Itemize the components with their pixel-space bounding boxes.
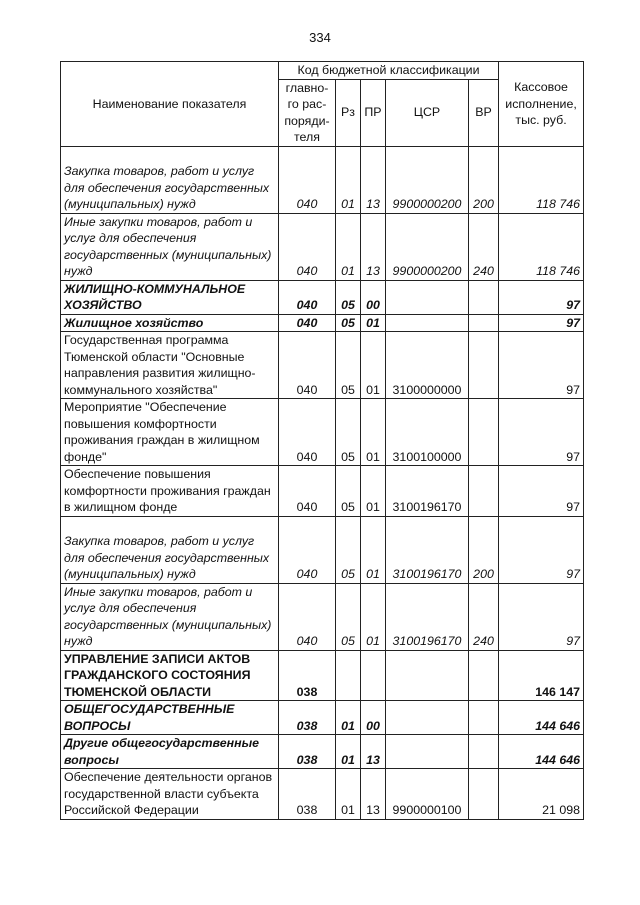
row-pr-cell: 01 <box>361 332 386 399</box>
table-row <box>61 332 584 399</box>
row-pr-cell: 13 <box>361 735 386 769</box>
row-csr-cell <box>386 314 469 332</box>
row-amount-cell: 97 <box>499 516 584 583</box>
row-rz-cell: 01 <box>336 146 361 213</box>
row-chief-administrator-cell: 040 <box>279 332 336 399</box>
row-chief-administrator-cell: 040 <box>279 466 336 517</box>
table-row <box>61 650 584 701</box>
row-name-cell: Другие общегосударственные вопросы <box>61 735 279 769</box>
row-csr-cell <box>386 280 469 314</box>
table-row <box>61 213 584 280</box>
row-name-cell: Обеспечение повышения комфортности проживания граждан в жилищном фонде <box>61 466 279 517</box>
header-budget-classification: Код бюджетной классификации <box>279 62 499 80</box>
row-vr-cell <box>469 280 499 314</box>
row-csr-cell: 9900000200 <box>386 146 469 213</box>
row-vr-cell <box>469 332 499 399</box>
row-chief-administrator-cell: 038 <box>279 701 336 735</box>
row-rz-cell: 01 <box>336 213 361 280</box>
row-vr-cell <box>469 650 499 701</box>
row-name-cell: Иные закупки товаров, работ и услуг для обеспечения государственных (муниципальных) нужд <box>61 583 279 650</box>
row-rz-cell: 05 <box>336 314 361 332</box>
row-rz-cell: 05 <box>336 516 361 583</box>
row-rz-cell: 05 <box>336 466 361 517</box>
row-vr-cell <box>469 466 499 517</box>
row-csr-cell <box>386 650 469 701</box>
row-csr-cell <box>386 701 469 735</box>
row-name-cell: Жилищное хозяйство <box>61 314 279 332</box>
table-row <box>61 735 584 769</box>
table-row <box>61 769 584 820</box>
table-row <box>61 701 584 735</box>
row-amount-cell: 21 098 <box>499 769 584 820</box>
row-amount-cell: 97 <box>499 314 584 332</box>
row-csr-cell: 3100196170 <box>386 583 469 650</box>
row-name-cell: Закупка товаров, работ и услуг для обеспечения государственных (муниципальных) нужд <box>61 146 279 213</box>
row-csr-cell <box>386 735 469 769</box>
row-amount-cell: 118 746 <box>499 146 584 213</box>
row-chief-administrator-cell: 040 <box>279 146 336 213</box>
row-chief-administrator-cell: 040 <box>279 314 336 332</box>
row-chief-administrator-cell: 040 <box>279 280 336 314</box>
row-chief-administrator-cell: 040 <box>279 399 336 466</box>
row-chief-administrator-cell: 038 <box>279 769 336 820</box>
row-rz-cell: 05 <box>336 583 361 650</box>
row-csr-cell: 3100100000 <box>386 399 469 466</box>
row-csr-cell: 3100196170 <box>386 516 469 583</box>
row-name-cell: ОБЩЕГОСУДАРСТВЕННЫЕ ВОПРОСЫ <box>61 701 279 735</box>
table-row <box>61 583 584 650</box>
row-vr-cell: 200 <box>469 146 499 213</box>
header-amount: Кассовое исполнение, тыс. руб. <box>499 62 584 147</box>
header-name: Наименование показателя <box>61 62 279 147</box>
table-row <box>61 146 584 213</box>
row-chief-administrator-cell: 040 <box>279 516 336 583</box>
row-vr-cell <box>469 314 499 332</box>
row-rz-cell: 05 <box>336 280 361 314</box>
row-amount-cell: 144 646 <box>499 701 584 735</box>
row-rz-cell: 01 <box>336 769 361 820</box>
row-pr-cell: 13 <box>361 213 386 280</box>
row-amount-cell: 97 <box>499 466 584 517</box>
row-vr-cell <box>469 769 499 820</box>
header-vr: ВР <box>469 79 499 146</box>
row-vr-cell <box>469 701 499 735</box>
header-pr: ПР <box>361 79 386 146</box>
row-name-cell: Государственная программа Тюменской области "Основные направления развития жилищно-коммунального хозяйства" <box>61 332 279 399</box>
row-pr-cell: 00 <box>361 280 386 314</box>
row-name-cell: УПРАВЛЕНИЕ ЗАПИСИ АКТОВ ГРАЖДАНСКОГО СОСТОЯНИЯ ТЮМЕНСКОЙ ОБЛАСТИ <box>61 650 279 701</box>
row-csr-cell: 3100000000 <box>386 332 469 399</box>
row-chief-administrator-cell: 038 <box>279 650 336 701</box>
row-amount-cell: 97 <box>499 583 584 650</box>
row-amount-cell: 144 646 <box>499 735 584 769</box>
row-vr-cell: 200 <box>469 516 499 583</box>
row-pr-cell: 01 <box>361 314 386 332</box>
row-name-cell: ЖИЛИЩНО-КОММУНАЛЬНОЕ ХОЗЯЙСТВО <box>61 280 279 314</box>
header-csr: ЦСР <box>386 79 469 146</box>
row-csr-cell: 9900000100 <box>386 769 469 820</box>
budget-execution-table <box>60 61 584 820</box>
row-csr-cell: 3100196170 <box>386 466 469 517</box>
row-name-cell: Закупка товаров, работ и услуг для обеспечения государственных (муниципальных) нужд <box>61 516 279 583</box>
row-csr-cell: 9900000200 <box>386 213 469 280</box>
row-rz-cell: 05 <box>336 332 361 399</box>
row-rz-cell <box>336 650 361 701</box>
row-pr-cell <box>361 650 386 701</box>
row-name-cell: Иные закупки товаров, работ и услуг для обеспечения государственных (муниципальных) нужд <box>61 213 279 280</box>
row-rz-cell: 01 <box>336 701 361 735</box>
row-amount-cell: 97 <box>499 280 584 314</box>
row-chief-administrator-cell: 040 <box>279 213 336 280</box>
table-row <box>61 280 584 314</box>
row-pr-cell: 01 <box>361 516 386 583</box>
header-chief-administrator: главно-го рас-поряди-теля <box>279 79 336 146</box>
header-rz: Рз <box>336 79 361 146</box>
row-amount-cell: 146 147 <box>499 650 584 701</box>
row-amount-cell: 97 <box>499 332 584 399</box>
row-rz-cell: 01 <box>336 735 361 769</box>
row-pr-cell: 00 <box>361 701 386 735</box>
row-amount-cell: 118 746 <box>499 213 584 280</box>
row-rz-cell: 05 <box>336 399 361 466</box>
row-name-cell: Мероприятие "Обеспечение повышения комфортности проживания граждан в жилищном фонде" <box>61 399 279 466</box>
row-amount-cell: 97 <box>499 399 584 466</box>
table-row <box>61 466 584 517</box>
row-chief-administrator-cell: 038 <box>279 735 336 769</box>
page-number: 334 <box>309 30 331 45</box>
row-pr-cell: 01 <box>361 583 386 650</box>
row-pr-cell: 01 <box>361 466 386 517</box>
table-body <box>61 146 584 819</box>
row-vr-cell <box>469 399 499 466</box>
row-vr-cell: 240 <box>469 213 499 280</box>
table-row <box>61 516 584 583</box>
row-vr-cell: 240 <box>469 583 499 650</box>
row-pr-cell: 13 <box>361 146 386 213</box>
row-chief-administrator-cell: 040 <box>279 583 336 650</box>
row-name-cell: Обеспечение деятельности органов государственной власти субъекта Российской Федерации <box>61 769 279 820</box>
table-row <box>61 314 584 332</box>
row-pr-cell: 13 <box>361 769 386 820</box>
row-pr-cell: 01 <box>361 399 386 466</box>
row-vr-cell <box>469 735 499 769</box>
table-row <box>61 399 584 466</box>
